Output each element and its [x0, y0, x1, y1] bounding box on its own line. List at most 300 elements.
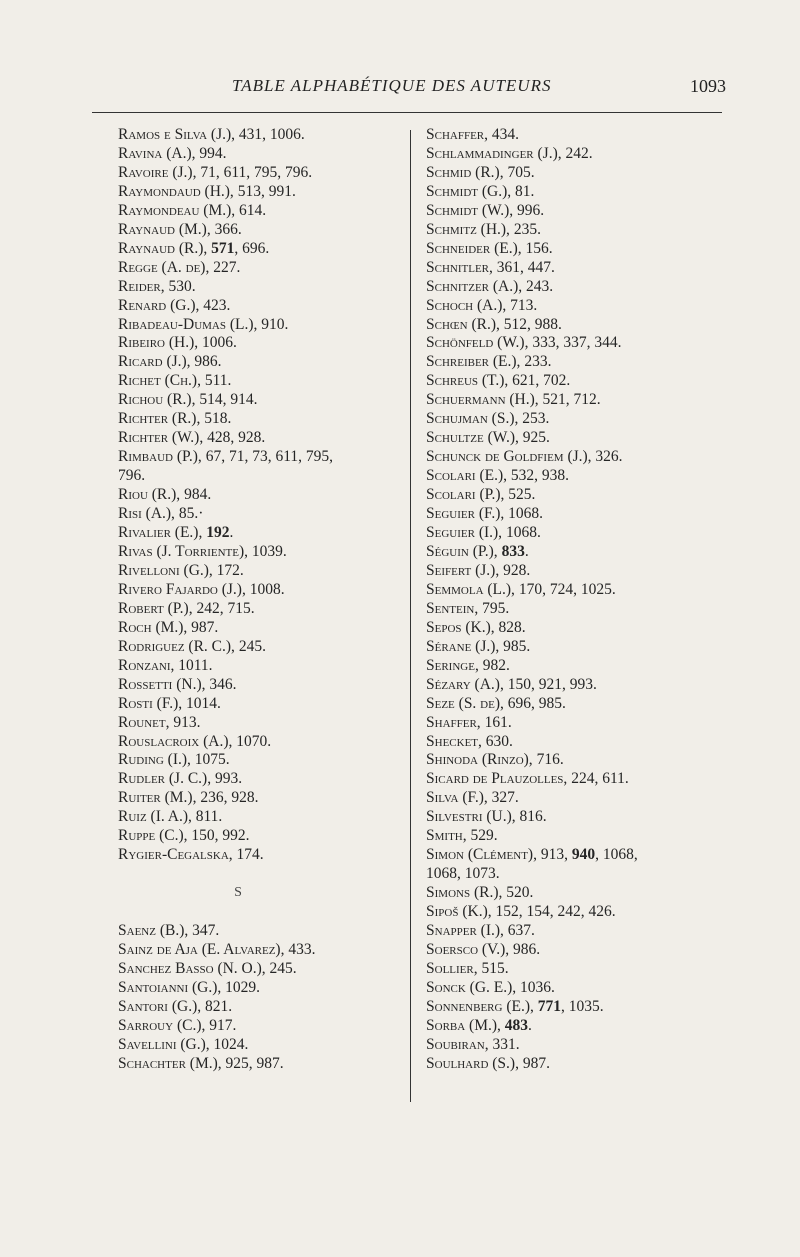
page-references: 161.: [480, 713, 512, 731]
page-references: 361, 447.: [492, 258, 555, 276]
principal-reference: 833: [501, 542, 525, 560]
page-references: 716.: [532, 751, 564, 769]
page-references: 520.: [502, 884, 534, 902]
index-entry: [118, 278, 400, 297]
index-entry: [426, 353, 726, 372]
page-references: 986.: [509, 940, 541, 958]
author-name: Seringe,: [426, 656, 479, 674]
index-entry: [118, 316, 400, 335]
index-entry: [426, 695, 726, 714]
index-entry: [426, 240, 726, 259]
page-references: 172.: [212, 561, 244, 579]
author-name: Ribeiro (H.),: [118, 334, 199, 352]
index-entry: [426, 486, 726, 505]
index-entry: [426, 941, 726, 960]
principal-reference: 771: [537, 997, 561, 1015]
page-references: 925.: [518, 429, 550, 447]
index-entry: [426, 998, 726, 1017]
index-entry: [118, 1036, 400, 1055]
author-list-s: [118, 922, 400, 1074]
author-name: Schlammadinger (J.),: [426, 144, 562, 162]
left-column: [118, 126, 400, 1074]
author-name: Seifert (J.),: [426, 561, 500, 579]
page-references: 1039.: [248, 542, 287, 560]
author-name: Richet (Ch.),: [118, 372, 201, 390]
page-references: 434.: [488, 126, 520, 143]
page-references: 150, 921, 993.: [503, 675, 597, 693]
index-entry: [426, 429, 726, 448]
index-entry: [426, 770, 726, 789]
page-references: 1068, 1073.: [426, 865, 500, 883]
author-name: Schmidt (W.),: [426, 201, 514, 219]
author-name: Sipoš (K.),: [426, 903, 492, 921]
author-name: Raynaud (R.),: [118, 239, 208, 257]
index-entry: [118, 448, 400, 467]
author-name: Schmid (R.),: [426, 163, 504, 181]
index-entry-continuation: [118, 467, 400, 486]
index-entry: [118, 676, 400, 695]
author-name: Seze (S. de),: [426, 694, 504, 712]
author-name: Robert (P.),: [118, 599, 193, 617]
page-references: 630.: [481, 732, 513, 750]
page-references: 327.: [487, 789, 519, 807]
page-references: 529.: [466, 827, 498, 845]
page-references: 243.: [522, 277, 554, 295]
index-entry: [426, 1036, 726, 1055]
index-entry: [426, 1017, 726, 1036]
author-name: Semmola (L.),: [426, 580, 515, 598]
author-name: Sarrouy (C.),: [118, 1016, 206, 1034]
column-divider: [410, 130, 411, 1102]
index-entry: [118, 657, 400, 676]
page-references: 326.: [591, 448, 623, 466]
index-entry: [118, 998, 400, 1017]
index-entry: [426, 410, 726, 429]
page-references: 987.: [518, 1054, 550, 1072]
index-entry: [426, 183, 726, 202]
author-name: Schujman (S.),: [426, 410, 519, 428]
author-name: Silva (F.),: [426, 789, 488, 807]
page-references: 515.: [477, 959, 509, 977]
author-name: Renard (G.),: [118, 296, 200, 314]
author-name: Ramos e Silva (J.),: [118, 126, 236, 143]
page-references: 170, 724, 1025.: [514, 580, 616, 598]
author-name: Ruiz (I. A.),: [118, 808, 192, 826]
index-entry: [118, 600, 400, 619]
index-entry: [118, 391, 400, 410]
page-references: 928.: [499, 561, 531, 579]
index-entry: [118, 372, 400, 391]
index-entry: [426, 714, 726, 733]
index-entry: [426, 827, 726, 846]
author-name: Rouslacroix (A.),: [118, 732, 233, 750]
index-entry: [426, 808, 726, 827]
page-header: [0, 76, 800, 102]
author-name: Shinoda (Rinzo),: [426, 751, 533, 769]
page-references: 331.: [488, 1035, 520, 1053]
page-references: 245.: [234, 637, 266, 655]
page-references: 795.: [478, 599, 510, 617]
author-name: Shecket,: [426, 732, 482, 750]
author-name: Risi (A.),: [118, 505, 175, 523]
author-name: Rivelloni (G.),: [118, 561, 213, 579]
page-references: 621, 702.: [508, 372, 571, 390]
index-entry: [426, 1055, 726, 1074]
index-entry: [426, 334, 726, 353]
author-name: Riou (R.),: [118, 486, 181, 504]
author-name: Sepos (K.),: [426, 618, 495, 636]
index-entry: [118, 751, 400, 770]
page-references: 713.: [506, 296, 538, 314]
page-references: 1075.: [190, 751, 230, 769]
index-entry: [118, 524, 400, 543]
author-name: Sentein,: [426, 599, 479, 617]
running-title: TABLE ALPHABÉTIQUE DES AUTEURS: [232, 76, 552, 95]
page-references: 521, 712.: [538, 391, 601, 409]
index-entry: [426, 391, 726, 410]
page-references: 227.: [209, 258, 241, 276]
index-entry: [118, 789, 400, 808]
author-name: Ravina (A.),: [118, 144, 196, 162]
author-name: Santoianni (G.),: [118, 978, 222, 996]
author-name: Schoch (A.),: [426, 296, 507, 314]
page-references: 514, 914.: [195, 391, 258, 409]
page-references: 925, 987.: [221, 1054, 284, 1072]
index-entry: [118, 505, 400, 524]
index-entry: [118, 979, 400, 998]
author-name: Shaffer,: [426, 713, 481, 731]
author-name: Scolari (E.),: [426, 467, 507, 485]
page-references: 156.: [521, 239, 553, 257]
index-entry: [426, 372, 726, 391]
author-name: Sorba (M.),: [426, 1016, 501, 1034]
page-references: 1006.: [198, 334, 237, 352]
page-references: 987.: [187, 618, 219, 636]
author-name: Sérane (J.),: [426, 637, 500, 655]
index-entry: [426, 448, 726, 467]
index-entry: [118, 733, 400, 752]
author-name: Santori (G.),: [118, 997, 202, 1015]
index-entry: [426, 846, 726, 865]
index-entry: [426, 278, 726, 297]
page-number: 1093: [690, 76, 726, 96]
page-references: 423.: [199, 296, 231, 314]
page-references: 913,: [536, 846, 572, 864]
index-entry: [426, 505, 726, 524]
author-name: Raymondaud (H.),: [118, 182, 234, 200]
page-references: 821.: [201, 997, 233, 1015]
author-name: Schuermann (H.),: [426, 391, 539, 409]
page-references: 816.: [515, 808, 547, 826]
page-references: 913.: [169, 713, 201, 731]
right-column: [426, 126, 726, 1074]
index-entry: [426, 524, 726, 543]
page-references: 1029.: [221, 978, 261, 996]
page-references: 333, 337, 344.: [528, 334, 622, 352]
author-name: Raynaud (M.),: [118, 220, 211, 238]
page-references-after: , 1068,: [595, 846, 638, 864]
author-name: Schunck de Goldfiem (J.),: [426, 448, 592, 466]
page-references: 431, 1006.: [235, 126, 305, 143]
index-entry: [118, 183, 400, 202]
index-entry: [118, 429, 400, 448]
author-name: Seguier (F.),: [426, 505, 505, 523]
index-entry: [118, 240, 400, 259]
author-name: Reider,: [118, 277, 165, 295]
page-references: 910.: [257, 315, 289, 333]
page-references: 1070.: [232, 732, 272, 750]
index-entry: [426, 259, 726, 278]
index-entry: [426, 581, 726, 600]
page-references: 696, 985.: [503, 694, 566, 712]
page-references: 984.: [180, 486, 212, 504]
author-name: Schœn (R.),: [426, 315, 500, 333]
index-entry: [118, 334, 400, 353]
page-references: 242, 715.: [192, 599, 255, 617]
author-name: Rivas (J. Torriente),: [118, 542, 249, 560]
page-references: 530.: [164, 277, 196, 295]
page-references: 253.: [518, 410, 550, 428]
index-entry: [118, 145, 400, 164]
author-name: Rodriguez (R. C.),: [118, 637, 235, 655]
page-references: 796.: [118, 467, 146, 485]
author-name: Ruiter (M.),: [118, 789, 197, 807]
page-references-after: .: [528, 1016, 532, 1034]
author-name: Schnitzer (A.),: [426, 277, 523, 295]
page-references: 81.: [511, 182, 535, 200]
author-name: Sainz de Aja (E. Alvarez),: [118, 940, 285, 958]
index-entry: [118, 126, 400, 145]
author-name: Ruding (I.),: [118, 751, 191, 769]
author-name: Richou (R.),: [118, 391, 196, 409]
index-entry: [118, 960, 400, 979]
author-name: Raymondeau (M.),: [118, 201, 236, 219]
header-rule: [92, 112, 722, 113]
page-references: 917.: [205, 1016, 237, 1034]
author-name: Rimbaud (P.),: [118, 448, 202, 466]
author-name: Schreiber (E.),: [426, 353, 521, 371]
author-name: Schnitler,: [426, 258, 493, 276]
index-entry: [426, 600, 726, 619]
author-name: Regge (A. de),: [118, 258, 210, 276]
page-references: 811.: [191, 808, 223, 826]
index-entry: [118, 808, 400, 827]
index-entry: [118, 353, 400, 372]
page-references: 1036.: [516, 978, 555, 996]
page-references: 242.: [561, 144, 593, 162]
author-name: Sonck (G. E.),: [426, 978, 517, 996]
page-references: 366.: [210, 220, 242, 238]
index-entry: [426, 979, 726, 998]
index-entry: [426, 903, 726, 922]
author-name: Saenz (B.),: [118, 922, 189, 940]
page-references: 245.: [265, 959, 297, 977]
author-name: Silvestri (U.),: [426, 808, 516, 826]
author-name: Rudler (J. C.),: [118, 770, 212, 788]
author-name: Simons (R.),: [426, 884, 503, 902]
page-references: 233.: [520, 353, 552, 371]
page-references: 152, 154, 242, 426.: [491, 903, 616, 921]
author-name: Rygier-Cegalska,: [118, 846, 233, 864]
author-name: Séguin (P.),: [426, 542, 498, 560]
page-references: 525.: [504, 486, 536, 504]
page-references: 150, 992.: [187, 827, 250, 845]
index-entry: [118, 827, 400, 846]
page-references: 174.: [232, 846, 264, 864]
index-entry: [426, 676, 726, 695]
index-entry: [426, 733, 726, 752]
index-entry: [426, 316, 726, 335]
page-references: 347.: [188, 922, 220, 940]
index-entry: [426, 126, 726, 145]
index-entry: [118, 543, 400, 562]
index-entry: [118, 221, 400, 240]
author-name: Sicard de Plauzolles,: [426, 770, 568, 788]
author-name: Rivalier (E.),: [118, 524, 203, 542]
page-references: 512, 988.: [499, 315, 562, 333]
author-name: Savellini (G.),: [118, 1035, 210, 1053]
index-entry: [426, 221, 726, 240]
author-name: Ronzani,: [118, 656, 175, 674]
page-references: 85.·: [174, 505, 204, 523]
page-references: 705.: [503, 163, 535, 181]
author-name: Ribadeau-Dumas (L.),: [118, 315, 258, 333]
index-entry: [426, 145, 726, 164]
author-name: Simon (Clément),: [426, 846, 537, 864]
author-name: Ravoire (J.),: [118, 163, 197, 181]
page-references: 513, 991.: [233, 182, 296, 200]
page-references: 1068.: [502, 524, 541, 542]
index-entry: [118, 1017, 400, 1036]
author-name: Rounet,: [118, 713, 170, 731]
index-entry: [118, 259, 400, 278]
index-entry: [118, 638, 400, 657]
page-references: 982.: [478, 656, 510, 674]
page-references: 828.: [494, 618, 526, 636]
index-entry: [426, 657, 726, 676]
author-name: Sollier,: [426, 959, 478, 977]
author-name: Ricard (J.),: [118, 353, 191, 371]
index-entry: [426, 202, 726, 221]
index-entry-continuation: [426, 865, 726, 884]
page-references-after: .: [524, 542, 529, 560]
index-entry: [426, 543, 726, 562]
index-entry: [426, 619, 726, 638]
author-name: Rosti (F.),: [118, 694, 183, 712]
author-name: Scolari (P.),: [426, 486, 505, 504]
index-entry: [426, 164, 726, 183]
index-entry: [118, 941, 400, 960]
page-references: 346.: [205, 675, 237, 693]
index-entry: [118, 1055, 400, 1074]
index-entry: [118, 202, 400, 221]
author-name: Schneider (E.),: [426, 239, 522, 257]
page-references: 532, 938.: [506, 467, 569, 485]
index-entry: [426, 562, 726, 581]
author-name: Schachter (M.),: [118, 1054, 222, 1072]
page-references: 993.: [211, 770, 243, 788]
author-name: Seguier (I.),: [426, 524, 503, 542]
index-entry: [118, 486, 400, 505]
page-references-after: , 696.: [234, 239, 270, 257]
author-name: Sonnenberg (E.),: [426, 997, 534, 1015]
author-name: Soubiran,: [426, 1035, 489, 1053]
index-entry: [118, 922, 400, 941]
author-name: Soersco (V.),: [426, 940, 510, 958]
page-references: 67, 71, 73, 611, 795,: [201, 448, 333, 466]
author-name: Snapper (I.),: [426, 922, 504, 940]
author-name: Schaffer,: [426, 126, 489, 143]
index-entry: [118, 846, 400, 865]
index-entry: [118, 581, 400, 600]
page-references: 518.: [200, 410, 232, 428]
page-references: 1068.: [504, 505, 544, 523]
page-references: 235.: [509, 220, 541, 238]
index-entry: [118, 695, 400, 714]
principal-reference: 192: [206, 524, 230, 542]
index-entry: [118, 770, 400, 789]
index-entry: [426, 467, 726, 486]
index-entry: [426, 884, 726, 903]
index-entry: [118, 619, 400, 638]
author-name: Schönfeld (W.),: [426, 334, 529, 352]
page-references: 433.: [284, 940, 316, 958]
author-name: Schreus (T.),: [426, 372, 509, 390]
page-references: 224, 611.: [567, 770, 629, 788]
page-references: 1024.: [209, 1035, 249, 1053]
section-letter-s: S: [234, 885, 242, 901]
page-references: 996.: [513, 201, 545, 219]
principal-reference: 940: [571, 846, 596, 864]
page-references: 637.: [503, 922, 535, 940]
index-entry: [118, 164, 400, 183]
page-references: 986.: [190, 353, 222, 371]
principal-reference: 571: [211, 239, 235, 257]
author-name: Rossetti (N.),: [118, 675, 206, 693]
page-references: 994.: [195, 144, 227, 162]
index-entry: [426, 960, 726, 979]
page-references: 1008.: [245, 580, 285, 598]
index-entry: [426, 789, 726, 808]
author-list-r: [118, 126, 400, 865]
author-name: Sézary (A.),: [426, 675, 504, 693]
principal-reference: 483: [504, 1016, 529, 1034]
page-references: 1014.: [182, 694, 221, 712]
index-entry: [426, 297, 726, 316]
author-name: Roch (M.),: [118, 618, 188, 636]
page-references: 985.: [499, 637, 531, 655]
index-entry: [118, 297, 400, 316]
page-references: 71, 611, 795, 796.: [196, 163, 313, 181]
author-name: Schultze (W.),: [426, 429, 519, 447]
page-references: 428, 928.: [203, 429, 266, 447]
author-name: Soulhard (S.),: [426, 1054, 519, 1072]
author-name: Schmitz (H.),: [426, 220, 510, 238]
index-entry: [426, 922, 726, 941]
index-entry: [426, 751, 726, 770]
page-references: 1011.: [174, 656, 213, 674]
author-list-s-continued: [426, 126, 726, 1074]
author-name: Rivero Fajardo (J.),: [118, 580, 246, 598]
index-entry: [118, 714, 400, 733]
page-references: 236, 928.: [196, 789, 259, 807]
index-entry: [118, 562, 400, 581]
author-name: Sanchez Basso (N. O.),: [118, 959, 266, 977]
page-references-after: , 1035.: [561, 997, 604, 1015]
author-name: Richter (W.),: [118, 429, 204, 447]
index-entry: [118, 410, 400, 429]
author-name: Richter (R.),: [118, 410, 201, 428]
